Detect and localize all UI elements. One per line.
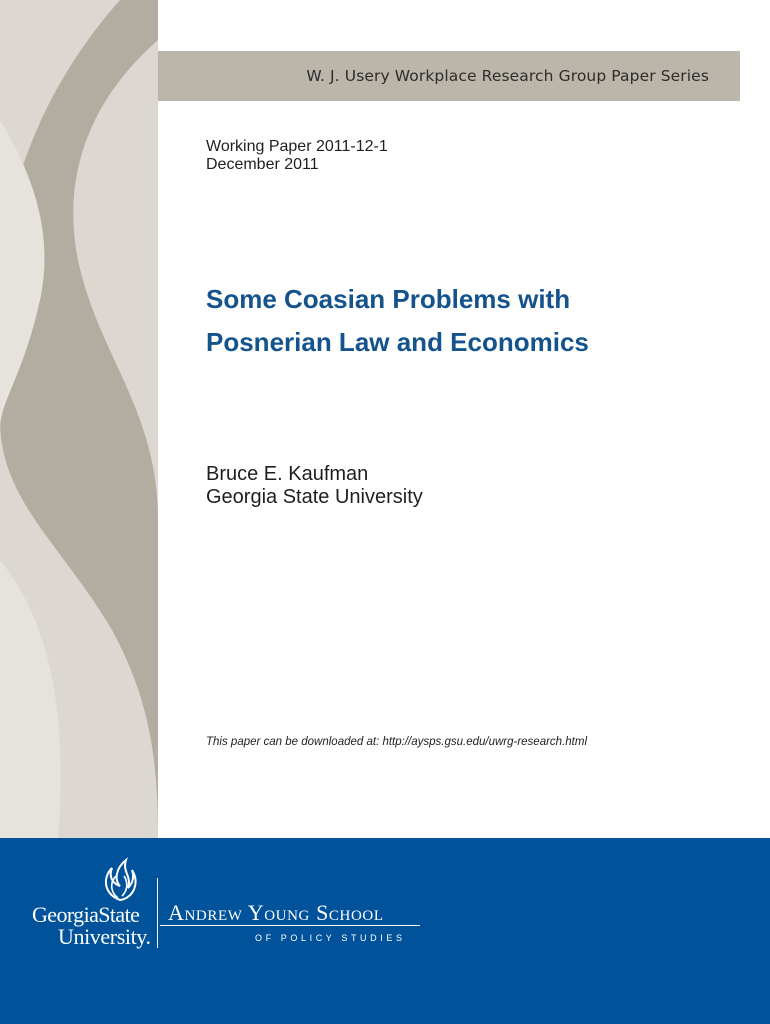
series-title: W. J. Usery Workplace Research Group Paper Series xyxy=(306,67,709,85)
series-band xyxy=(158,51,740,101)
footer-banner xyxy=(0,838,770,1024)
author-block xyxy=(206,463,423,509)
logo-divider xyxy=(157,878,158,948)
paper-title: Some Coasian Problems with Posnerian Law and Economics xyxy=(206,284,589,357)
author-affiliation: Georgia State University xyxy=(206,486,423,508)
gsu-wordmark-line1: GeorgiaState xyxy=(32,902,140,927)
author-name: Bruce E. Kaufman xyxy=(206,463,369,485)
s-curve-decoration xyxy=(0,0,158,838)
school-subtitle: OF POLICY STUDIES xyxy=(255,933,406,943)
gsu-wordmark-line2: University. xyxy=(58,924,151,949)
download-note: This paper can be downloaded at: http://aysps.gsu.edu/uwrg-research.html xyxy=(206,736,587,748)
paper-meta xyxy=(206,138,388,174)
paper-date: December 2011 xyxy=(206,156,319,173)
flame-icon xyxy=(98,854,138,902)
working-paper-number: Working Paper 2011-12-1 xyxy=(206,138,388,155)
school-name: Andrew Young School xyxy=(168,900,384,925)
